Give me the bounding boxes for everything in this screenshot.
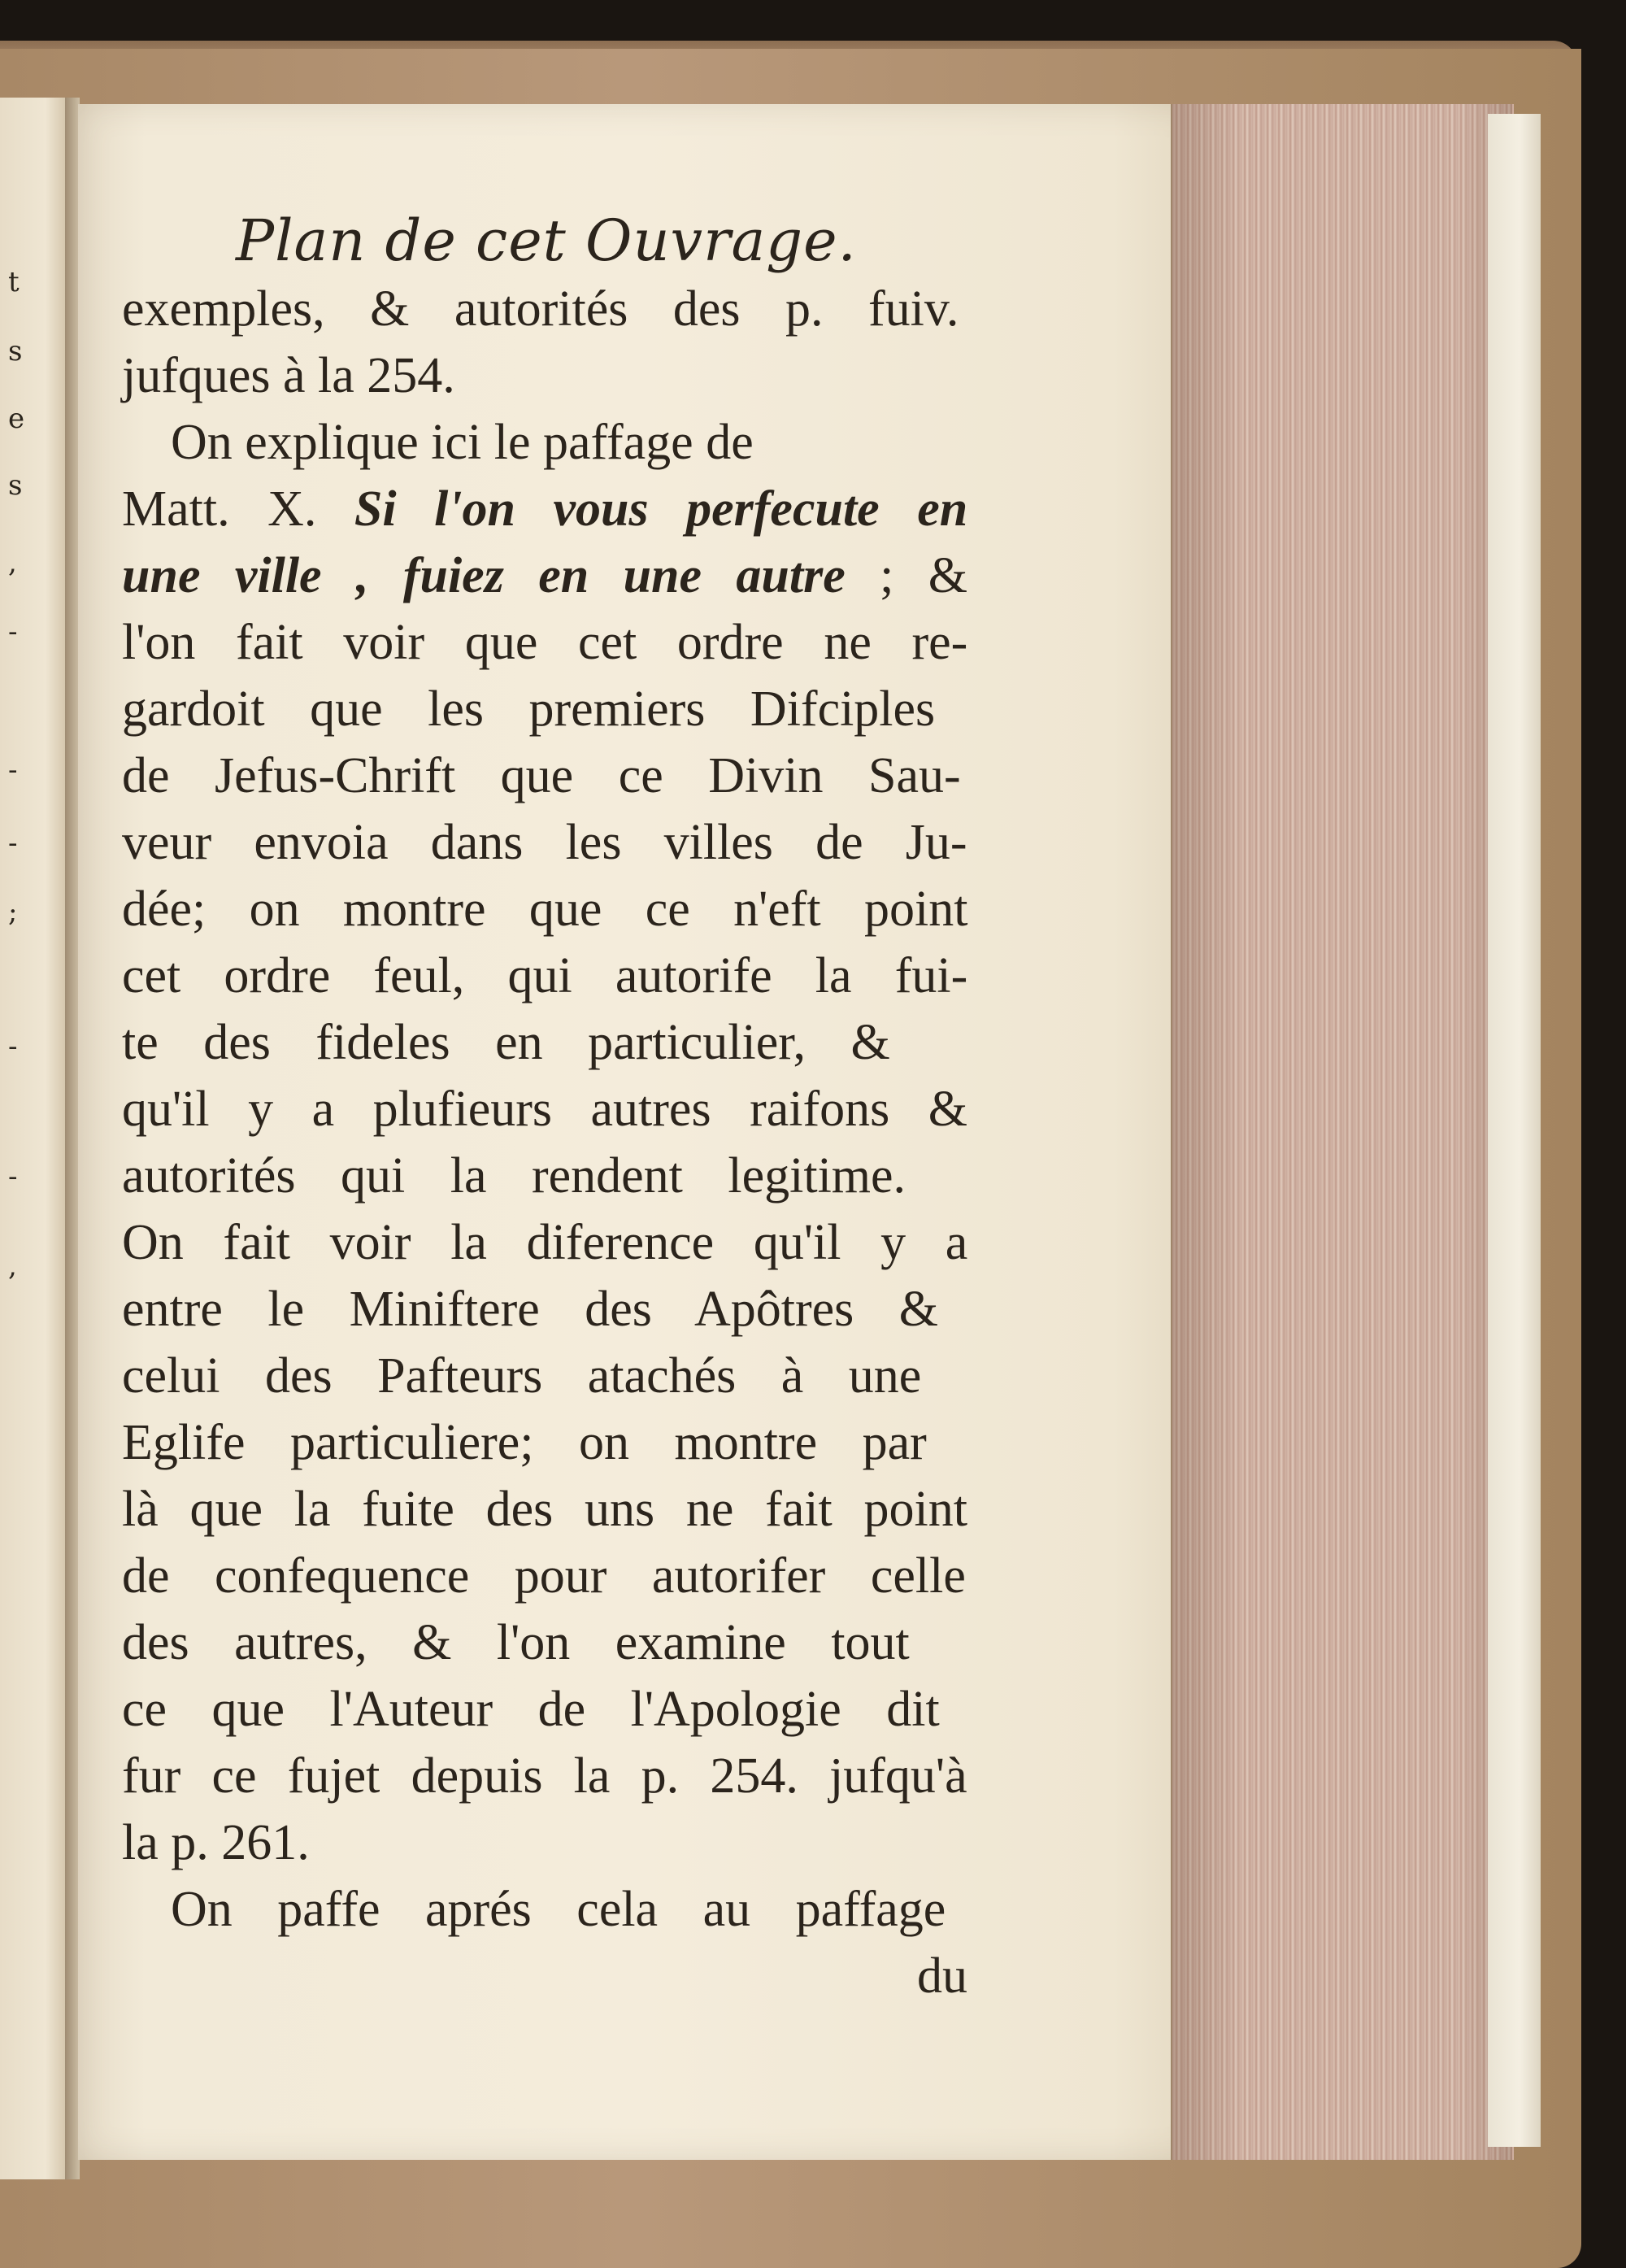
left-page-mark: - bbox=[8, 1030, 18, 1063]
text-line: l'on fait voir que cet ordre ne re- bbox=[122, 615, 968, 670]
text-line: fur ce fujet depuis la p. 254. jufqu'à bbox=[122, 1748, 967, 1804]
text-line bbox=[122, 477, 967, 542]
text-line: la p. 261. bbox=[122, 1815, 310, 1870]
italic-quotation: Si l'on vous perfecute en bbox=[354, 481, 968, 537]
text-line: là que la fuite des uns ne fait point bbox=[122, 1482, 967, 1537]
text-line: gardoit que les premiers Difciples bbox=[122, 681, 936, 737]
text-line: te des fideles en particulier, & bbox=[122, 1015, 890, 1070]
running-head: Plan de cet Ouvrage. bbox=[236, 207, 857, 274]
text-line: On explique ici le paffage de bbox=[171, 415, 754, 470]
left-page-mark: , bbox=[8, 1250, 17, 1282]
text-line: ce que l'Auteur de l'Apologie dit bbox=[122, 1682, 940, 1737]
roman-text: ; & bbox=[845, 548, 967, 603]
left-page-mark: , bbox=[8, 546, 17, 579]
text-line: entre le Miniftere des Apôtres & bbox=[122, 1282, 939, 1337]
left-page-mark: ; bbox=[8, 896, 18, 929]
catchword: du bbox=[917, 1948, 967, 2004]
left-page-mark: s bbox=[8, 469, 23, 502]
roman-text: Matt. X. bbox=[122, 481, 354, 537]
text-line: cet ordre feul, qui autorife la fui- bbox=[122, 948, 968, 1003]
fore-edge-shadow bbox=[1171, 104, 1512, 2160]
endpaper-edge bbox=[1488, 114, 1541, 2147]
text-line: jufques à la 254. bbox=[122, 348, 455, 403]
text-line: Eglife particuliere; on montre par bbox=[122, 1415, 927, 1470]
previous-page-edge bbox=[0, 98, 65, 2179]
left-page-mark: - bbox=[8, 1160, 18, 1193]
text-line bbox=[122, 543, 967, 608]
text-line: exemples, & autorités des p. fuiv. bbox=[122, 281, 959, 337]
text-line: celui des Pafteurs atachés à une bbox=[122, 1348, 922, 1404]
left-page-mark: - bbox=[8, 754, 18, 786]
text-line: On paffe aprés cela au paffage bbox=[171, 1882, 946, 1937]
text-line: veur envoia dans les villes de Ju- bbox=[122, 815, 967, 870]
left-page-mark: s bbox=[8, 335, 23, 368]
left-page-mark: e bbox=[8, 403, 25, 435]
left-page-mark: - bbox=[8, 827, 18, 860]
left-page-mark: t bbox=[8, 266, 20, 298]
text-line: des autres, & l'on examine tout bbox=[122, 1615, 910, 1670]
text-line: dée; on montre que ce n'eft point bbox=[122, 882, 968, 937]
text-line: On fait voir la diference qu'il y a bbox=[122, 1215, 968, 1270]
text-line: autorités qui la rendent legitime. bbox=[122, 1148, 906, 1204]
left-page-mark: - bbox=[8, 616, 18, 648]
text-line: qu'il y a plufieurs autres raifons & bbox=[122, 1082, 967, 1137]
text-line: de Jefus-Chrift que ce Divin Sau- bbox=[122, 748, 961, 803]
text-line: de confequence pour autorifer celle bbox=[122, 1548, 966, 1604]
italic-quotation: une ville , fuiez en une autre bbox=[122, 548, 846, 603]
